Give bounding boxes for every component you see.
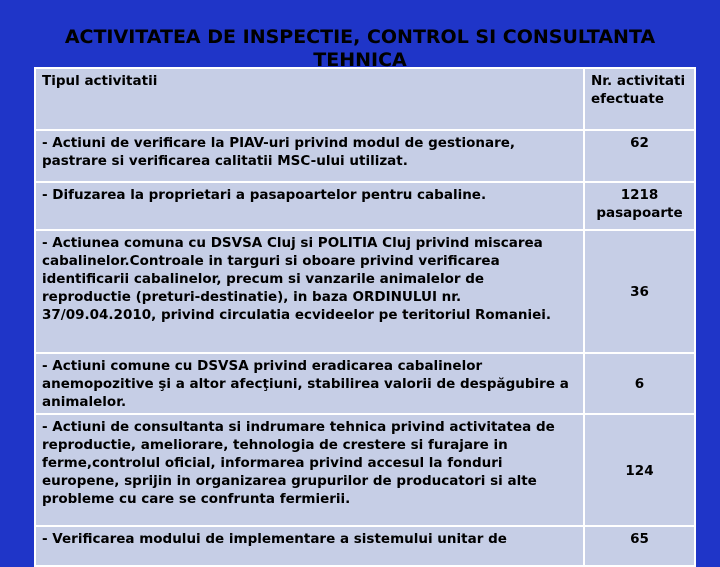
- count-cell: 65: [584, 526, 695, 566]
- activity-cell: - Actiuni de verificare la PIAV-uri privind modul de gestionare, pastrare si verificarea calitatii MSC-ului utilizat.: [35, 130, 584, 182]
- table-row: [35, 130, 695, 182]
- header-activity-count: Nr. activitati efectuate: [584, 68, 695, 130]
- count-cell: 6: [584, 353, 695, 414]
- page-title: ACTIVITATEA DE INSPECTIE, CONTROL SI CONSULTANTA TEHNICA: [64, 26, 656, 71]
- activity-table: [34, 67, 696, 567]
- table-row: [35, 230, 695, 353]
- activity-cell: - Difuzarea la proprietari a pasapoartelor pentru cabaline.: [35, 182, 584, 230]
- table-row: [35, 414, 695, 526]
- count-cell: 62: [584, 130, 695, 182]
- table-row: [35, 353, 695, 414]
- activity-cell: - Actiunea comuna cu DSVSA Cluj si POLITIA Cluj privind miscarea cabalinelor.Controale in targuri si oboare privind verificarea identificarii cabalinelor, precum si vanzarile animalelor de reproductie (preturi-destinatie), in baza ORDINULUI nr. 37/09.04.2010, privind circulatia ecvideelor pe teritoriul Romaniei.: [35, 230, 584, 353]
- activity-cell: - Actiuni de consultanta si indrumare tehnica privind activitatea de reproductie, ameliorare, tehnologia de crestere si furajare in ferme,controlul oficial, informarea privind accesul la fonduri europene, sprijin in organizarea grupurilor de producatori si alte probleme cu care se confrunta fermierii.: [35, 414, 584, 526]
- count-cell: 1218 pasapoarte: [584, 182, 695, 230]
- header-activity-type: Tipul activitatii: [35, 68, 584, 130]
- count-cell: 36: [584, 230, 695, 353]
- activity-cell: - Actiuni comune cu DSVSA privind eradicarea cabalinelor anemopozitive şi a altor afecţiuni, stabilirea valorii de despăgubire a animalelor.: [35, 353, 584, 414]
- count-cell: 124: [584, 414, 695, 526]
- activity-cell: - Verificarea modului de implementare a sistemului unitar de: [35, 526, 584, 566]
- table-row: [35, 526, 695, 566]
- table-header-row: [35, 68, 695, 130]
- table-row: [35, 182, 695, 230]
